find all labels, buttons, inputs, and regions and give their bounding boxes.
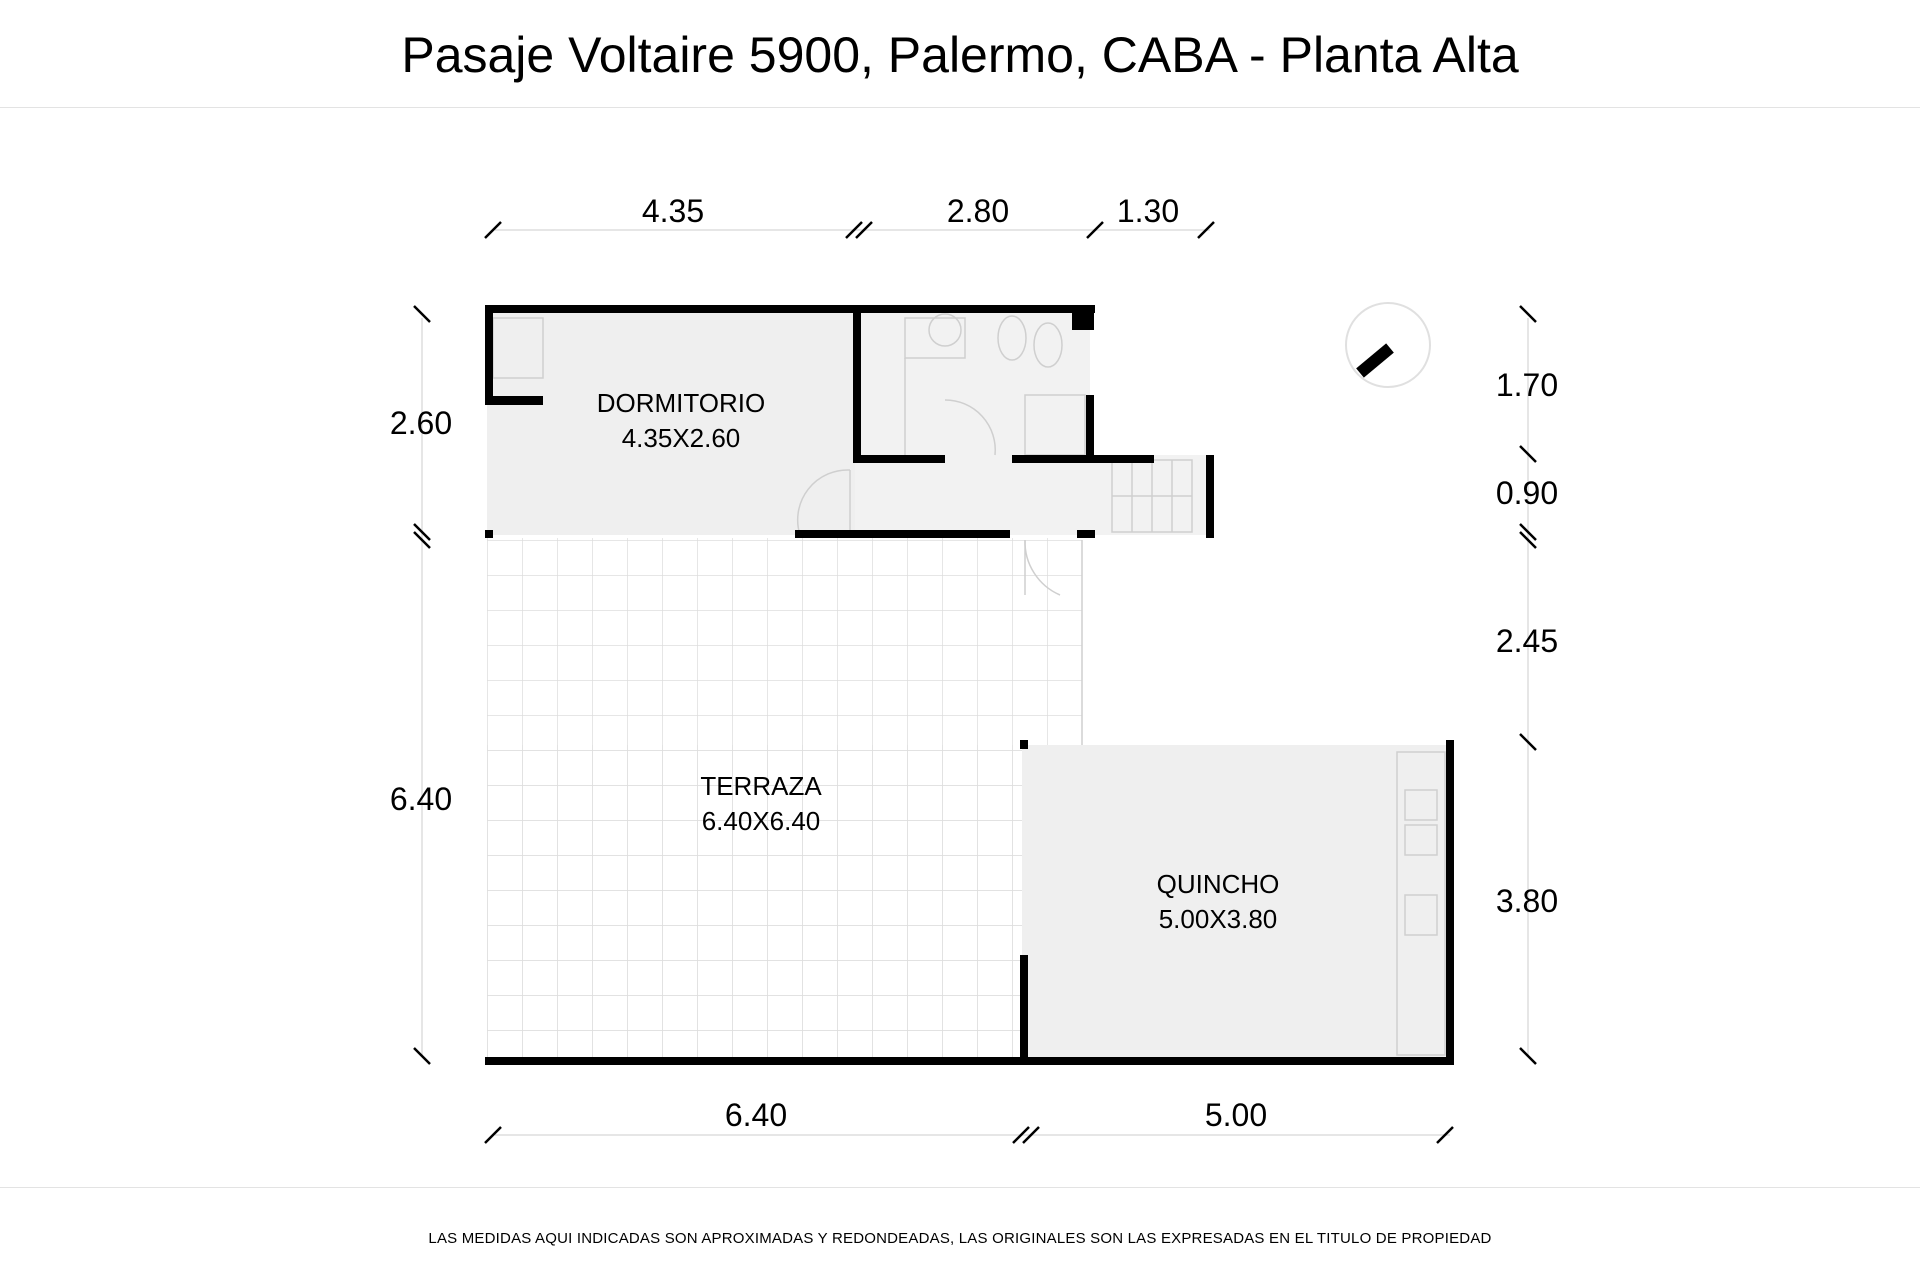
- dim-left-1: 2.60: [389, 405, 453, 441]
- dim-bottom-2: 5.00: [1204, 1097, 1268, 1133]
- room-name-terraza: TERRAZA: [700, 771, 822, 801]
- bathroom-floor: [855, 310, 1090, 535]
- room-size-dormitorio: 4.35X2.60: [621, 423, 741, 453]
- dim-bottom-1: 6.40: [724, 1097, 788, 1133]
- room-name-quincho: QUINCHO: [1156, 869, 1280, 899]
- dim-top-3: 1.30: [1116, 193, 1180, 229]
- room-size-terraza: 6.40X6.40: [701, 806, 821, 836]
- dim-right-1: 1.70: [1495, 367, 1559, 403]
- disclaimer: LAS MEDIDAS AQUI INDICADAS SON APROXIMADAS Y REDONDEADAS, LAS ORIGINALES SON LAS EXPRESADAS EN EL TITULO DE PROPIEDAD: [428, 1230, 1492, 1247]
- room-name-dormitorio: DORMITORIO: [596, 388, 766, 418]
- dim-right-4: 3.80: [1495, 883, 1559, 919]
- compass-icon: [1346, 303, 1430, 387]
- page-title: Pasaje Voltaire 5900, Palermo, CABA - Planta Alta: [401, 27, 1519, 83]
- dim-top-2: 2.80: [946, 193, 1010, 229]
- dim-right-3: 2.45: [1495, 623, 1559, 659]
- dim-top-1: 4.35: [641, 193, 705, 229]
- dim-right-2: 0.90: [1495, 475, 1559, 511]
- dim-left-2: 6.40: [389, 781, 453, 817]
- quincho-floor: [1022, 745, 1452, 1060]
- room-size-quincho: 5.00X3.80: [1158, 904, 1278, 934]
- footer: [0, 1187, 1920, 1280]
